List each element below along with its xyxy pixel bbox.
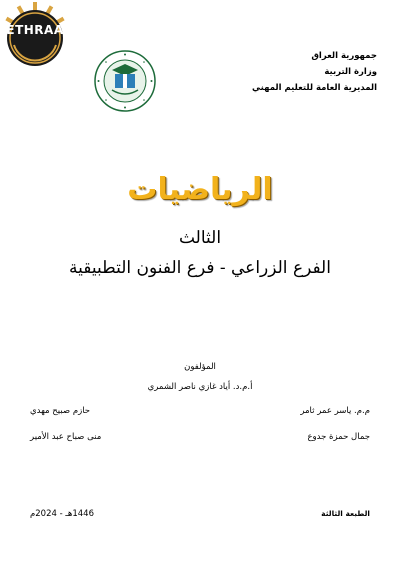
authors-label: المؤلفون [184, 362, 216, 372]
book-title: الرياضيات [127, 172, 273, 207]
header-country: جمهورية العراق [311, 51, 377, 61]
author-name: م.م. ياسر عمر ثامر [300, 406, 370, 416]
publication-year: 1446هـ - 2024م [30, 509, 94, 519]
branch-label: الفرع الزراعي - فرع الفنون التطبيقية [69, 258, 331, 278]
header-directorate: المديرية العامة للتعليم المهني [252, 83, 377, 93]
author-name: منى صباح عبد الأمير [30, 432, 102, 442]
edition-label: الطبعة الثالثة [321, 509, 370, 518]
lead-author: أ.م.د. أياد غازي ناصر الشمري [147, 382, 253, 392]
grade-label: الثالث [178, 228, 222, 248]
header-ministry: وزارة التربية [324, 67, 377, 77]
ethraa-logo-text: ETHRAA [6, 23, 64, 37]
author-name: حازم صبيح مهدي [30, 406, 91, 416]
author-name: جمال حمزة جدوع [307, 432, 370, 442]
header-block [197, 48, 377, 96]
ministry-seal-icon [94, 50, 156, 112]
